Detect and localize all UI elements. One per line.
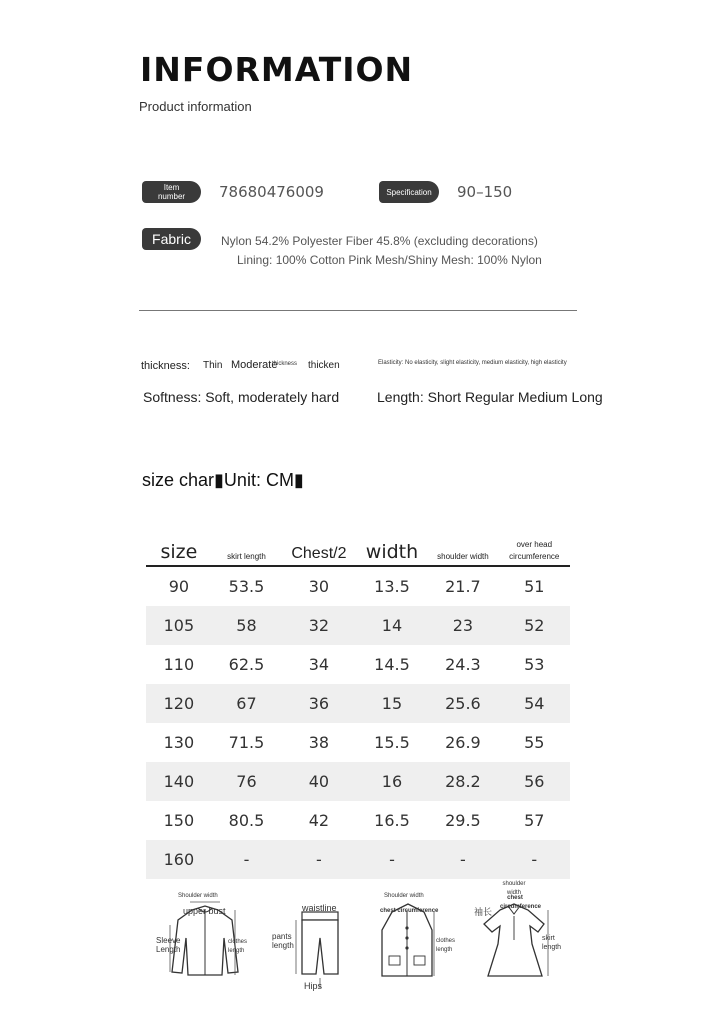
jacket-sleeve-label: Sleeve Length	[156, 936, 181, 954]
item-number-tag	[142, 181, 201, 203]
fabric-description	[221, 232, 542, 270]
cell: 105	[146, 606, 212, 645]
cell: -	[212, 840, 281, 879]
cell: 16	[357, 762, 428, 801]
cell: 40	[281, 762, 356, 801]
cell: 26.9	[445, 733, 481, 752]
jacket-shoulder-label: Shoulder width	[178, 893, 218, 899]
cell: 140	[146, 762, 212, 801]
pants-hips-label: Hips	[304, 981, 323, 991]
table-row	[146, 684, 570, 723]
item-number-label: Item number	[157, 183, 186, 201]
cell: 54	[499, 684, 570, 723]
cell: 42	[308, 811, 330, 830]
cell: 13.5	[374, 577, 410, 596]
cell: 34	[308, 655, 330, 674]
col-over-head: over head circumference	[499, 524, 570, 566]
page-subtitle: Product information	[139, 99, 252, 114]
specification-label: Specification	[386, 187, 432, 197]
cell: 90	[168, 577, 190, 596]
shirt-clothes-label: clothes length	[436, 938, 456, 953]
specification-value: 90–150	[457, 183, 513, 201]
col-shoulder-width: shoulder width	[427, 524, 498, 566]
section-divider	[139, 310, 577, 311]
cell: 23	[427, 606, 498, 645]
cell: 62.5	[228, 655, 265, 674]
fabric-line-2: Lining: 100% Cotton Pink Mesh/Shiny Mesh: 100% Nylon	[237, 253, 542, 267]
cell: 67	[212, 684, 281, 723]
thickness-thin: Thin	[203, 360, 223, 371]
cell: 55	[524, 733, 545, 752]
cell: 110	[163, 655, 195, 674]
shirt-chest-label: chest circumference	[380, 908, 439, 914]
fabric-label: Fabric	[152, 230, 191, 247]
cell: -	[499, 840, 570, 879]
jacket-clothes-label: clothes length	[228, 939, 248, 954]
cell: 28.2	[427, 762, 498, 801]
cell: 80.5	[228, 811, 265, 830]
cell: 25.6	[427, 684, 498, 723]
fabric-tag	[142, 228, 201, 250]
dress-sleeve-label: 袖长	[474, 907, 493, 917]
cell: 51	[524, 577, 545, 596]
cell: 71.5	[228, 733, 265, 752]
thickness-thicken: thicken	[308, 360, 340, 371]
table-row	[146, 566, 570, 606]
pants-diagram	[268, 880, 348, 995]
dress-chest-label: chest circumference	[500, 895, 542, 910]
cell: 21.7	[445, 577, 481, 596]
cell: 16.5	[374, 811, 410, 830]
cell: 58	[212, 606, 281, 645]
cell: 52	[499, 606, 570, 645]
pants-length-label: pants length	[272, 932, 294, 950]
cell: 76	[212, 762, 281, 801]
cell: 53.5	[228, 577, 265, 596]
length-text: Length: Short Regular Medium Long	[377, 389, 603, 405]
cell: 130	[163, 733, 195, 752]
cell: 14.5	[374, 655, 410, 674]
cell: -	[281, 840, 356, 879]
dress-skirt-label: skirt length	[542, 935, 562, 951]
cell: 29.5	[445, 811, 481, 830]
cell: 53	[524, 655, 545, 674]
cell: 15.5	[374, 733, 410, 752]
cell: 24.3	[445, 655, 481, 674]
page-title: INFORMATION	[140, 50, 414, 89]
dress-diagram	[470, 880, 570, 995]
size-table-header	[146, 524, 570, 566]
col-skirt-length: skirt length	[212, 524, 281, 566]
elasticity-text: Elasticity: No elasticity, slight elasticity, medium elasticity, high elasticity	[378, 360, 567, 366]
table-row	[146, 762, 570, 801]
softness-text: Softness: Soft, moderately hard	[143, 389, 340, 405]
shirt-diagram	[372, 880, 462, 995]
size-chart-heading: size char▮Unit: CM▮	[142, 470, 304, 490]
cell: 32	[281, 606, 356, 645]
cell: 57	[524, 811, 545, 830]
measurement-diagrams	[150, 880, 570, 995]
pants-waist-label: waistline	[302, 903, 337, 913]
fabric-line-1: Nylon 54.2% Polyester Fiber 45.8% (excluding decorations)	[221, 234, 538, 248]
cell: -	[427, 840, 498, 879]
table-row	[146, 801, 570, 840]
col-chest: Chest/2	[281, 524, 356, 566]
cell: -	[357, 840, 428, 879]
thickness-label: thickness:	[141, 360, 190, 372]
jacket-bust-label: upper bust	[183, 906, 226, 916]
cell: 120	[146, 684, 212, 723]
cell: 36	[281, 684, 356, 723]
cell: 15	[357, 684, 428, 723]
specification-tag	[379, 181, 439, 203]
size-table	[146, 524, 570, 879]
thickness-word: thickness	[272, 361, 298, 367]
col-width: width	[357, 524, 428, 566]
cell: 14	[357, 606, 428, 645]
item-number-value: 78680476009	[219, 183, 324, 201]
cell: 30	[308, 577, 330, 596]
table-row	[146, 606, 570, 645]
cell: 160	[146, 840, 212, 879]
cell: 38	[308, 733, 330, 752]
jacket-diagram	[150, 880, 260, 995]
dress-shoulder-label: shoulder width	[502, 881, 526, 896]
cell: 150	[163, 811, 195, 830]
col-size: size	[146, 524, 212, 566]
table-row	[146, 645, 570, 684]
shirt-shoulder-label: Shoulder width	[384, 893, 424, 899]
cell: 56	[499, 762, 570, 801]
table-row	[146, 723, 570, 762]
table-row	[146, 840, 570, 879]
thickness-moderate: Moderate	[231, 359, 278, 371]
